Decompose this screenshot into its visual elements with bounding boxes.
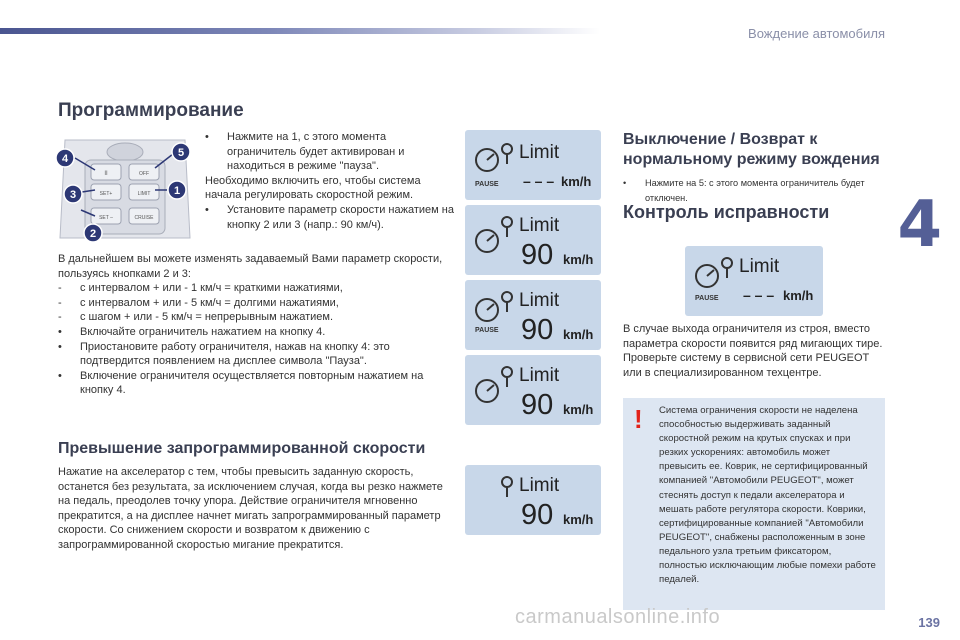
warning-text: Система ограничения скорости не наделена способностью выдерживать заданный скоростной режим на крутых спусках и при резких ускорениях: автомобиль может превысить ее. Коврик, не сертифицированный компанией "Автомобили PEUGEOT", может стеснять доступ к педали акселератора и мешать работе регулятора скорости. Коврики, сертифицированные компанией "Автомобили PEUGEOT", снабжены расположенным в зоне педального узла третьим фиксатором, полностью исключающим любые помехи работе педалей. [659, 405, 876, 586]
display-limit-pause-dashes [465, 130, 601, 200]
callout-4: 4 [61, 153, 69, 165]
limit-icon [502, 367, 512, 377]
callout-5: 5 [177, 147, 185, 159]
pause-indicator: PAUSE [695, 295, 719, 302]
programming-steps: • Нажмите на 1, с этого момента ограничитель будет активирован и находиться в режиме "пауза". Необходимо включить его, чтобы система начала регулировать скоростной режим. • Установите параметр скорости нажатием на кнопку 2 или 3 (напр.: 90 км/ч). [205, 131, 454, 231]
display-speed: 90 [521, 499, 554, 531]
heading-disable: Выключение / Возврат к нормальному режиму вождения [623, 131, 880, 168]
display-limit-90-b [465, 355, 601, 425]
display-label: Limit [519, 290, 560, 311]
callout-2: 2 [89, 228, 97, 240]
display-speed: 90 [521, 239, 554, 271]
display-unit: km/h [561, 174, 592, 189]
limit-icon [502, 477, 512, 487]
interval-step: с шагом + или - 5 км/ч = непрерывным нажатием. [80, 311, 334, 324]
watermark: carmanualsonline.info [515, 606, 721, 628]
label-limit: LIMIT [137, 191, 151, 197]
step-set-speed: Установите параметр скорости нажатием на кнопку 2 или 3 (напр.: 90 км/ч). [227, 203, 454, 231]
heading-overspeed: Превышение запрограммированной скорости [58, 440, 426, 457]
display-unit: km/h [563, 252, 594, 267]
limit-icon [502, 292, 512, 302]
section-header-title: Вождение автомобиля [748, 26, 885, 41]
display-speed: 90 [521, 314, 554, 346]
label-off: OFF [139, 171, 149, 177]
step-disable: Нажмите на 5: с этого момента ограничитель будет отключен. [645, 178, 865, 203]
disable-steps: • Нажмите на 5: с этого момента ограничитель будет отключен. [623, 176, 888, 205]
label-cruise: CRUISE [134, 215, 154, 221]
steering-controls-illustration [55, 138, 195, 244]
step-pause: Приостановите работу ограничителя, нажав на кнопку 4: это подтвердится появлением на дисплее символа "Пауза". [80, 340, 390, 368]
pause-indicator: PAUSE [475, 327, 499, 334]
step-activate: Нажмите на 1, с этого момента ограничитель будет активирован и находиться в режиме "пауза". [227, 131, 405, 173]
interval-1: с интервалом + или - 1 км/ч = краткими нажатиями, [80, 282, 343, 295]
display-unit: km/h [563, 402, 594, 417]
label-set-minus: SET – [99, 215, 113, 221]
display-label: Limit [519, 475, 560, 496]
limit-icon [502, 144, 512, 154]
note-change-speed: В дальнейшем вы можете изменять задаваемый Вами параметр скорости, пользуясь кнопками 2 и 3: [58, 253, 443, 280]
interval-5: с интервалом + или - 5 км/ч = долгими нажатиями, [80, 296, 339, 309]
display-limit-90-pause [465, 280, 601, 350]
display-unit: km/h [563, 512, 594, 527]
display-unit: km/h [783, 288, 814, 303]
display-speed: – – – [523, 173, 555, 189]
label-pause: II [104, 171, 108, 177]
label-set-plus: SET+ [99, 191, 113, 197]
overspeed-text: Нажатие на акселератор с тем, чтобы превысить заданную скорость, останется без результата, за исключением случая, когда вы резко нажмете на педаль, преодолев точку упора. Действие ограничителя мгновенно прекратится, а на дисплее начнет мигать запрограммированный параметр скорости. Со снижением скорости и возвратом к движению с запрограммированной скоростью мигание прекратится. [58, 466, 443, 551]
display-label: Limit [519, 365, 560, 386]
display-limit-90 [465, 205, 601, 275]
callout-3: 3 [69, 189, 77, 201]
chapter-number: 4 [897, 188, 942, 262]
heading-programming: Программирование [58, 100, 244, 121]
heading-malfunction: Контроль исправности [623, 202, 830, 222]
header-bar [0, 28, 600, 34]
warning-icon: ! [634, 404, 643, 434]
malfunction-desc: В случае выхода ограничителя из строя, вместо параметра скорости появится ряд мигающих тире. [623, 323, 883, 350]
callout-1: 1 [173, 185, 181, 197]
limit-icon [722, 258, 732, 268]
display-label: Limit [739, 256, 780, 277]
display-speed: – – – [743, 287, 775, 303]
limit-icon [502, 217, 512, 227]
malfunction-action: Проверьте систему в сервисной сети PEUGEOT или в специализированном техцентре. [623, 352, 870, 379]
display-unit: km/h [563, 327, 594, 342]
page-number: 139 [918, 615, 940, 630]
display-speed: 90 [521, 389, 554, 421]
display-label: Limit [519, 215, 560, 236]
display-label: Limit [519, 142, 560, 163]
pause-indicator: PAUSE [475, 181, 499, 188]
step-resume: Включение ограничителя осуществляется повторным нажатием на кнопку 4. [80, 369, 424, 397]
warning-box [623, 398, 885, 610]
display-limit-90-blinking [465, 465, 601, 535]
note-enable: Необходимо включить его, чтобы система начала регулировать скоростной режим. [205, 174, 421, 202]
step-enable: Включайте ограничитель нажатием на кнопку 4. [80, 325, 326, 338]
display-limit-dashes-fault [685, 246, 823, 316]
malfunction-text [623, 322, 888, 380]
programming-details: В дальнейшем вы можете изменять задаваемый Вами параметр скорости, пользуясь кнопками 2 и 3: - с интервалом + или - 1 км/ч = краткими нажатиями, - с интервалом + или - 5 км/ч = долгими нажатиями, - с шагом + или - 5 км/ч = непрерывным нажатием. • Включайте ограничитель нажатием на кнопку 4. • Приостановите работу ограничителя, нажав на кнопку 4: это подтвердится появлением на дисплее символа "Пауза". • Включение ограничителя осуществляется повторным нажатием на кнопку 4. [58, 252, 453, 398]
